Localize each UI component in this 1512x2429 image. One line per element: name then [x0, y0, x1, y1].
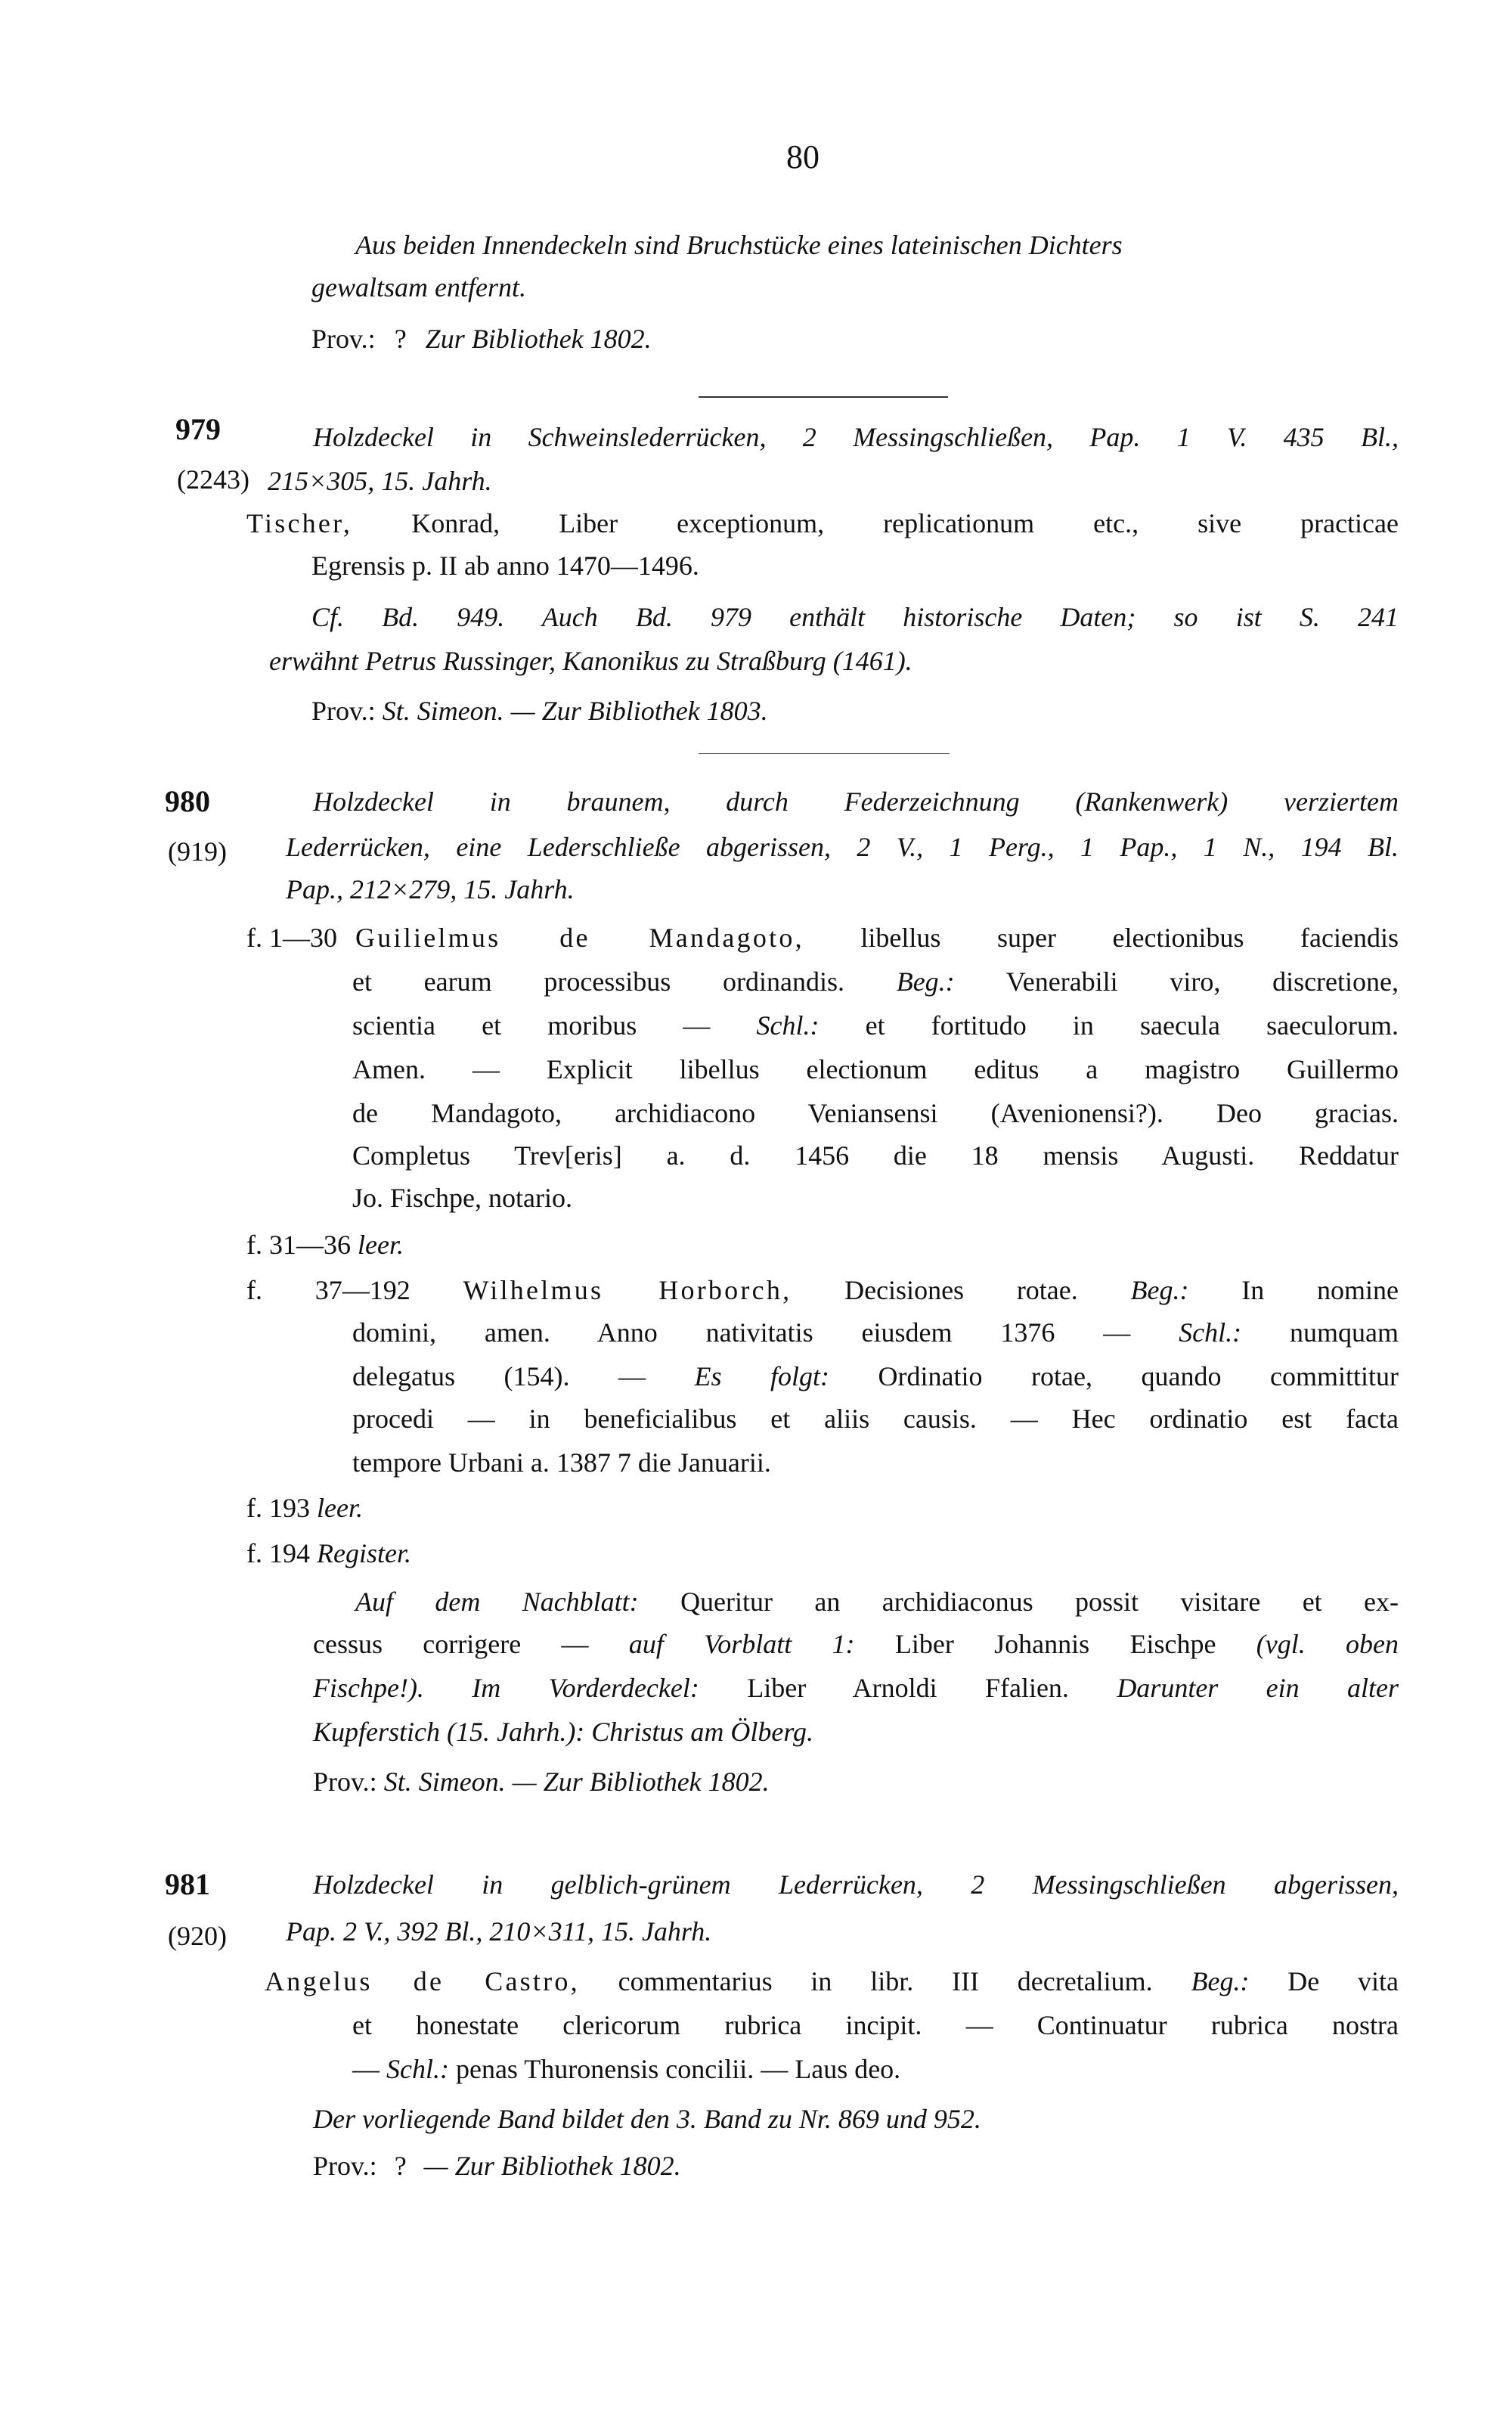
- prov-label: Prov.:: [311, 324, 376, 354]
- signature-979: (2243): [177, 464, 249, 495]
- beg-label: Beg.:: [1191, 1966, 1250, 1996]
- note-979-line-2: erwähnt Petrus Russinger, Kanonikus zu Straßburg (1461).: [269, 646, 912, 676]
- folio-980-3-line-2: [352, 1314, 1399, 1351]
- separator-rule: [699, 753, 950, 754]
- author-980-1: Guilielmus de Mandagoto,: [355, 923, 804, 953]
- prov-text: St. Simeon. — Zur Bibliothek 1803.: [382, 696, 768, 726]
- text: commentarius in libr. III decretalium.: [618, 1966, 1153, 1996]
- prov-981: [313, 2148, 681, 2184]
- leer-label: leer.: [358, 1230, 404, 1260]
- schl-label: Schl.:: [1179, 1317, 1242, 1348]
- text: numquam: [1290, 1317, 1399, 1348]
- page-number: 80: [786, 138, 820, 175]
- note-label: auf Vorblatt 1:: [628, 1629, 855, 1659]
- text: scientia et moribus —: [352, 1010, 711, 1041]
- desc-979-line-1: Holzdeckel in Schweinslederrücken, 2 Messingschließen, Pap. 1 V. 435 Bl.,: [313, 422, 1399, 452]
- leer-label: leer.: [317, 1493, 363, 1523]
- prov-980: [313, 1764, 770, 1800]
- prov-text: — Zur Bibliothek 1802.: [423, 2151, 681, 2181]
- prov-label: Prov.:: [313, 1767, 377, 1797]
- beg-label: Beg.:: [896, 966, 955, 997]
- folio-980-1-line-7: Jo. Fischpe, notario.: [352, 1183, 572, 1213]
- intro-provenance: [311, 321, 652, 357]
- folio-980-3-line-3: [352, 1358, 1399, 1394]
- folio-980-3-line-5: tempore Urbani a. 1387 7 die Januarii.: [352, 1447, 771, 1478]
- note-ref: (vgl. oben: [1256, 1629, 1399, 1659]
- desc-981-line-1: Holzdeckel in gelblich-grünem Lederrücken, 2 Messingschließen abgerissen,: [313, 1869, 1399, 1900]
- folio-980-1-line-6: Completus Trev[eris] a. d. 1456 die 18 mensis Augusti. Reddatur: [352, 1140, 1399, 1171]
- title-981-line-3: [352, 2051, 900, 2087]
- text: domini, amen. Anno nativitatis eiusdem 1376 —: [352, 1317, 1131, 1348]
- desc-980-line-1: Holzdeckel in braunem, durch Federzeichnung (Rankenwerk) verziertem: [313, 786, 1399, 817]
- text: —: [352, 2054, 380, 2084]
- entry-number-979: 979: [175, 412, 221, 446]
- entry-number-980: 980: [165, 784, 210, 818]
- title-979-line-1: [246, 505, 1399, 541]
- prov-label: Prov.:: [311, 696, 376, 726]
- folio-980-4: [246, 1490, 363, 1526]
- text: et earum processibus ordinandis.: [352, 966, 844, 997]
- desc-979-line-2: 215×305, 15. Jahrh.: [268, 466, 492, 496]
- text: cessus corrigere —: [313, 1629, 589, 1659]
- folio-980-1-line-4: Amen. — Explicit libellus electionum editus a magistro Guillermo: [352, 1054, 1399, 1084]
- register-label: Register.: [317, 1538, 411, 1568]
- folio-980-1-line-5: de Mandagoto, archidiacono Veniansensi (Avenionensi?). Deo gracias.: [352, 1098, 1399, 1128]
- folio-980-1-line-2: [352, 963, 1399, 1000]
- note-980-line-2: [313, 1626, 1399, 1662]
- folio-980-1-line-1: [355, 920, 1399, 956]
- text: Liber Arnoldi Ffalien.: [747, 1673, 1069, 1703]
- text: Decisiones rotae.: [844, 1275, 1078, 1305]
- note-ref: Darunter ein alter: [1117, 1673, 1399, 1703]
- prov-label: Prov.:: [313, 2151, 377, 2181]
- prov-text: St. Simeon. — Zur Bibliothek 1802.: [383, 1767, 770, 1797]
- title-980-1: libellus super electionibus faciendis: [860, 923, 1399, 953]
- text: Ordinatio rotae, quando committitur: [878, 1361, 1399, 1391]
- folio-label: f. 193: [246, 1493, 310, 1523]
- text: Queritur an archidiaconus possit visitare et ex-: [680, 1587, 1399, 1617]
- folio-label: f. 31—36: [246, 1230, 351, 1260]
- desc-980-line-2: Lederrücken, eine Lederschließe abgerissen, 2 V., 1 Perg., 1 Pap., 1 N., 194 Bl.: [286, 832, 1399, 862]
- text: Venerabili viro, discretione,: [1005, 966, 1399, 997]
- text: delegatus (154). —: [352, 1361, 646, 1391]
- folio-980-1-line-3: [352, 1007, 1399, 1044]
- intro-line-2: gewaltsam entfernt.: [311, 272, 526, 302]
- note-981: Der vorliegende Band bildet den 3. Band zu Nr. 869 und 952.: [313, 2104, 981, 2134]
- text: De vita: [1287, 1966, 1399, 1996]
- author-981: Angelus de Castro,: [265, 1966, 580, 1996]
- separator-rule: [699, 396, 948, 398]
- note-979-line-1: Cf. Bd. 949. Auch Bd. 979 enthält historische Daten; so ist S. 241: [311, 602, 1399, 632]
- intro-line-1: Aus beiden Innendeckeln sind Bruchstücke eines lateinischen Dichters: [355, 230, 1123, 260]
- title-981-line-2: et honestate clericorum rubrica incipit. — Continuatur rubrica nostra: [352, 2010, 1399, 2040]
- note-980-line-4: Kupferstich (15. Jahrh.): Christus am Ölberg.: [313, 1717, 813, 1747]
- folio-980-3-line-4: procedi — in beneficialibus et aliis causis. — Hec ordinatio est facta: [352, 1404, 1399, 1434]
- title-979-line-2: Egrensis p. II ab anno 1470—1496.: [311, 551, 699, 581]
- folio-980-3-line-1: [246, 1272, 1399, 1308]
- text: et fortitudo in saecula saeculorum.: [865, 1010, 1399, 1041]
- beg-label: Beg.:: [1130, 1275, 1189, 1305]
- note-980-line-1: [355, 1584, 1399, 1620]
- signature-980: (919): [168, 836, 227, 867]
- prov-unknown: ?: [394, 324, 407, 354]
- entry-number-981: 981: [165, 1867, 210, 1901]
- schl-label: Schl.:: [386, 2054, 449, 2084]
- prov-979: [311, 693, 768, 729]
- note-980-line-3: [313, 1670, 1399, 1706]
- title-979-rest: Konrad, Liber exceptionum, replicationum etc., sive practicae: [411, 508, 1399, 538]
- folio-980-1-label: f. 1—30: [246, 923, 337, 953]
- prov-unknown: ?: [394, 2151, 407, 2181]
- folio-980-2: [246, 1227, 404, 1263]
- title-981-line-1: [265, 1963, 1399, 1999]
- folio-label: f. 37—192: [246, 1275, 411, 1305]
- author-980-3: Wilhelmus Horborch,: [463, 1275, 792, 1305]
- folio-label: f. 194: [246, 1538, 310, 1568]
- note-label: Fischpe!). Im Vorderdeckel:: [313, 1673, 699, 1703]
- folgt-label: Es folgt:: [694, 1361, 830, 1391]
- folio-980-5: [246, 1535, 411, 1571]
- text: penas Thuronensis concilii. — Laus deo.: [455, 2054, 901, 2084]
- signature-981: (920): [168, 1921, 227, 1951]
- text: In nomine: [1241, 1275, 1399, 1305]
- note-label: Auf dem Nachblatt:: [355, 1587, 639, 1617]
- author-979: Tischer,: [246, 508, 353, 538]
- prov-text: Zur Bibliothek 1802.: [425, 324, 652, 354]
- text: Liber Johannis Eischpe: [894, 1629, 1216, 1659]
- schl-label: Schl.:: [756, 1010, 820, 1041]
- desc-981-line-2: Pap. 2 V., 392 Bl., 210×311, 15. Jahrh.: [286, 1916, 712, 1947]
- desc-980-line-3: Pap., 212×279, 15. Jahrh.: [286, 874, 575, 904]
